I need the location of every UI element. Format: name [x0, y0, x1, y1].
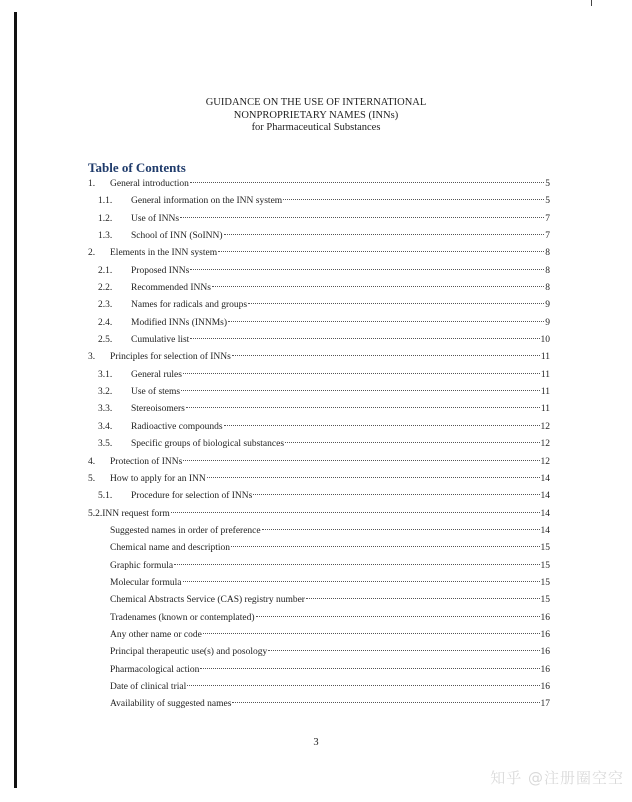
dot-leader	[203, 633, 540, 634]
dot-leader	[207, 477, 540, 478]
toc-entry-number: 1.2.	[98, 213, 113, 224]
dot-leader	[218, 251, 544, 252]
toc-entry-label: Tradenames (known or contemplated)	[110, 612, 255, 623]
toc-entry-label: General introduction	[110, 179, 189, 189]
toc-entry-page: 9	[545, 300, 550, 311]
dot-leader	[181, 390, 540, 391]
toc-entry[interactable]	[88, 384, 550, 401]
dot-leader	[283, 199, 544, 200]
toc-entry-label: School of INN (SoINN)	[131, 231, 223, 242]
dot-leader	[186, 407, 540, 408]
dot-leader	[224, 425, 540, 426]
toc-entry-page: 11	[540, 352, 550, 363]
toc-entry-page: 16	[540, 664, 550, 675]
toc-entry[interactable]	[88, 558, 550, 575]
dot-leader	[285, 442, 539, 443]
dot-leader	[183, 460, 539, 461]
toc-entry-number: 2.	[88, 248, 96, 259]
toc-entry[interactable]	[88, 592, 550, 609]
dot-leader	[232, 702, 539, 703]
toc-entry-number: 2.4.	[98, 317, 113, 328]
dot-leader	[248, 303, 544, 304]
toc-entry-page: 16	[540, 629, 550, 640]
toc-entry-label: Graphic formula	[110, 560, 174, 571]
dot-leader	[180, 217, 544, 218]
toc-entry-label: Any other name or code	[110, 629, 202, 640]
toc-entry-page: 7	[545, 213, 550, 224]
toc-entry-label: General rules	[131, 369, 182, 380]
toc-entry-page: 16	[540, 647, 550, 658]
title-line-1: GUIDANCE ON THE USE OF INTERNATIONAL	[205, 97, 427, 108]
toc-entry[interactable]	[88, 610, 550, 627]
toc-entry-label: Principal therapeutic use(s) and posology	[110, 647, 268, 658]
document-title	[0, 97, 632, 135]
toc-entry[interactable]	[88, 488, 550, 505]
toc-entry-label: Principles for selection of INNs	[110, 352, 231, 363]
toc-entry-page: 15	[540, 560, 550, 571]
toc-entry-label: Chemical Abstracts Service (CAS) registry number	[110, 595, 305, 606]
toc-entry-page: 14	[540, 508, 550, 519]
dot-leader	[231, 546, 539, 547]
toc-entry-label: Date of clinical trial	[110, 681, 187, 692]
toc-entry[interactable]	[88, 436, 550, 453]
toc-entry-label: Procedure for selection of INNs	[131, 491, 253, 502]
toc-entry[interactable]	[88, 401, 550, 418]
toc-entry-label: 5.2.INN request form	[88, 508, 170, 519]
toc-entry-number: 2.1.	[98, 265, 113, 276]
dot-leader	[190, 182, 544, 183]
toc-entry-page: 17	[540, 699, 550, 710]
toc-entry-number: 3.3.	[98, 404, 113, 415]
toc-entry-page: 16	[540, 612, 550, 623]
toc-entry-label: Cumulative list	[131, 335, 190, 346]
toc-entry-page: 8	[545, 265, 550, 276]
toc-entry[interactable]	[88, 644, 550, 661]
toc-entry-page: 10	[540, 335, 550, 346]
dot-leader	[253, 494, 539, 495]
toc-entry[interactable]	[88, 176, 550, 193]
toc-entry-number: 2.5.	[98, 335, 113, 346]
toc-entry-label: Chemical name and description	[110, 543, 231, 554]
toc-entry-label: Radioactive compounds	[131, 421, 223, 432]
toc-entry-number: 3.5.	[98, 439, 113, 450]
toc-entry[interactable]	[88, 367, 550, 384]
toc-entry-label: Elements in the INN system	[110, 248, 218, 259]
toc-entry-number: 2.3.	[98, 300, 113, 311]
toc-entry-label: Proposed INNs	[131, 265, 190, 276]
toc-entry-label: Use of INNs	[131, 213, 180, 224]
toc-entry-page: 14	[540, 491, 550, 502]
toc-entry-number: 3.	[88, 352, 96, 363]
toc-entry-page: 11	[540, 387, 550, 398]
dot-leader	[174, 564, 539, 565]
toc-entry-label: How to apply for an INN	[110, 473, 206, 484]
toc-entry-page: 15	[540, 577, 550, 588]
toc-entry[interactable]	[88, 228, 550, 245]
toc-entry-page: 11	[540, 369, 550, 380]
toc-entry[interactable]	[88, 297, 550, 314]
toc-entry-page: 8	[545, 283, 550, 294]
dot-leader	[232, 355, 540, 356]
toc-entry-page: 9	[545, 317, 550, 328]
toc-entry-page: 11	[540, 404, 550, 415]
toc-entry-number: 2.2.	[98, 283, 113, 294]
toc-entry-number: 3.1.	[98, 369, 113, 380]
toc-entry[interactable]	[88, 471, 550, 488]
toc-entry-label: Recommended INNs	[131, 283, 211, 294]
toc-entry-label: Names for radicals and groups	[131, 300, 248, 311]
toc-entry-label: Availability of suggested names	[110, 699, 232, 710]
toc-entry[interactable]	[88, 540, 550, 557]
top-edge-mark	[591, 0, 592, 6]
toc-entry-label: Specific groups of biological substances	[131, 439, 285, 450]
toc-entry[interactable]	[88, 575, 550, 592]
dot-leader	[224, 234, 545, 235]
toc-entry[interactable]	[88, 662, 550, 679]
dot-leader	[190, 338, 539, 339]
toc-entry-label: Modified INNs (INNMs)	[131, 317, 228, 328]
toc-entry[interactable]	[88, 506, 550, 523]
dot-leader	[190, 269, 544, 270]
toc-entry-label: Molecular formula	[110, 577, 182, 588]
toc-entry[interactable]	[88, 454, 550, 471]
toc-entry-number: 5.1.	[98, 491, 113, 502]
toc-entry-page: 16	[540, 681, 550, 692]
toc-entry-number: 4.	[88, 456, 96, 467]
toc-entry[interactable]	[88, 245, 550, 262]
dot-leader	[256, 616, 540, 617]
dot-leader	[183, 581, 540, 582]
toc-entry-label: Suggested names in order of preference	[110, 525, 261, 536]
toc-entry-page: 5	[545, 196, 550, 207]
dot-leader	[212, 286, 544, 287]
dot-leader	[268, 650, 539, 651]
toc-entry-number: 1.	[88, 179, 96, 189]
toc-entry[interactable]	[88, 627, 550, 644]
dot-leader	[187, 685, 539, 686]
toc-entry-page: 12	[540, 421, 550, 432]
title-line-3: for Pharmaceutical Substances	[251, 122, 381, 133]
toc-entry-label: Pharmacological action	[110, 664, 200, 675]
toc-entry[interactable]	[88, 315, 550, 332]
toc-entry[interactable]	[88, 679, 550, 696]
toc-entry[interactable]	[88, 349, 550, 366]
dot-leader	[306, 598, 540, 599]
toc-entry[interactable]	[88, 332, 550, 349]
toc-entry-page: 12	[540, 456, 550, 467]
toc-entry-page: 14	[540, 525, 550, 536]
dot-leader	[262, 529, 540, 530]
table-of-contents	[88, 176, 550, 714]
dot-leader	[183, 373, 540, 374]
toc-entry-label: Stereoisomers	[131, 404, 185, 415]
title-line-2: NONPROPRIETARY NAMES (INNs)	[233, 109, 399, 121]
toc-entry[interactable]	[88, 211, 550, 228]
toc-entry-number: 3.2.	[98, 387, 113, 398]
dot-leader	[200, 668, 539, 669]
page-number: 3	[313, 737, 319, 748]
toc-entry-number: 5.	[88, 473, 96, 484]
toc-entry-number: 1.1.	[98, 196, 113, 207]
toc-entry[interactable]	[88, 419, 550, 436]
toc-entry-label: Use of stems	[131, 387, 181, 398]
toc-entry[interactable]	[88, 193, 550, 210]
toc-entry-number: 1.3.	[98, 231, 113, 242]
watermark: 知乎 @注册圈空空	[490, 769, 624, 787]
toc-entry-page: 15	[540, 543, 550, 554]
toc-heading: Table of Contents	[88, 160, 186, 175]
toc-entry[interactable]	[88, 263, 550, 280]
toc-entry-page: 15	[540, 595, 550, 606]
toc-entry-page: 7	[545, 231, 550, 242]
toc-entry-page: 8	[545, 248, 550, 259]
toc-entry[interactable]	[88, 280, 550, 297]
toc-entry-label: General information on the INN system	[131, 196, 283, 207]
toc-entry-label: Protection of INNs	[110, 456, 183, 467]
toc-entry[interactable]	[88, 523, 550, 540]
toc-entry[interactable]	[88, 696, 550, 713]
dot-leader	[228, 321, 544, 322]
toc-entry-number: 3.4.	[98, 421, 113, 432]
dot-leader	[171, 512, 540, 513]
toc-entry-page: 5	[545, 179, 550, 189]
toc-entry-page: 14	[540, 473, 550, 484]
toc-entry-page: 12	[540, 439, 550, 450]
